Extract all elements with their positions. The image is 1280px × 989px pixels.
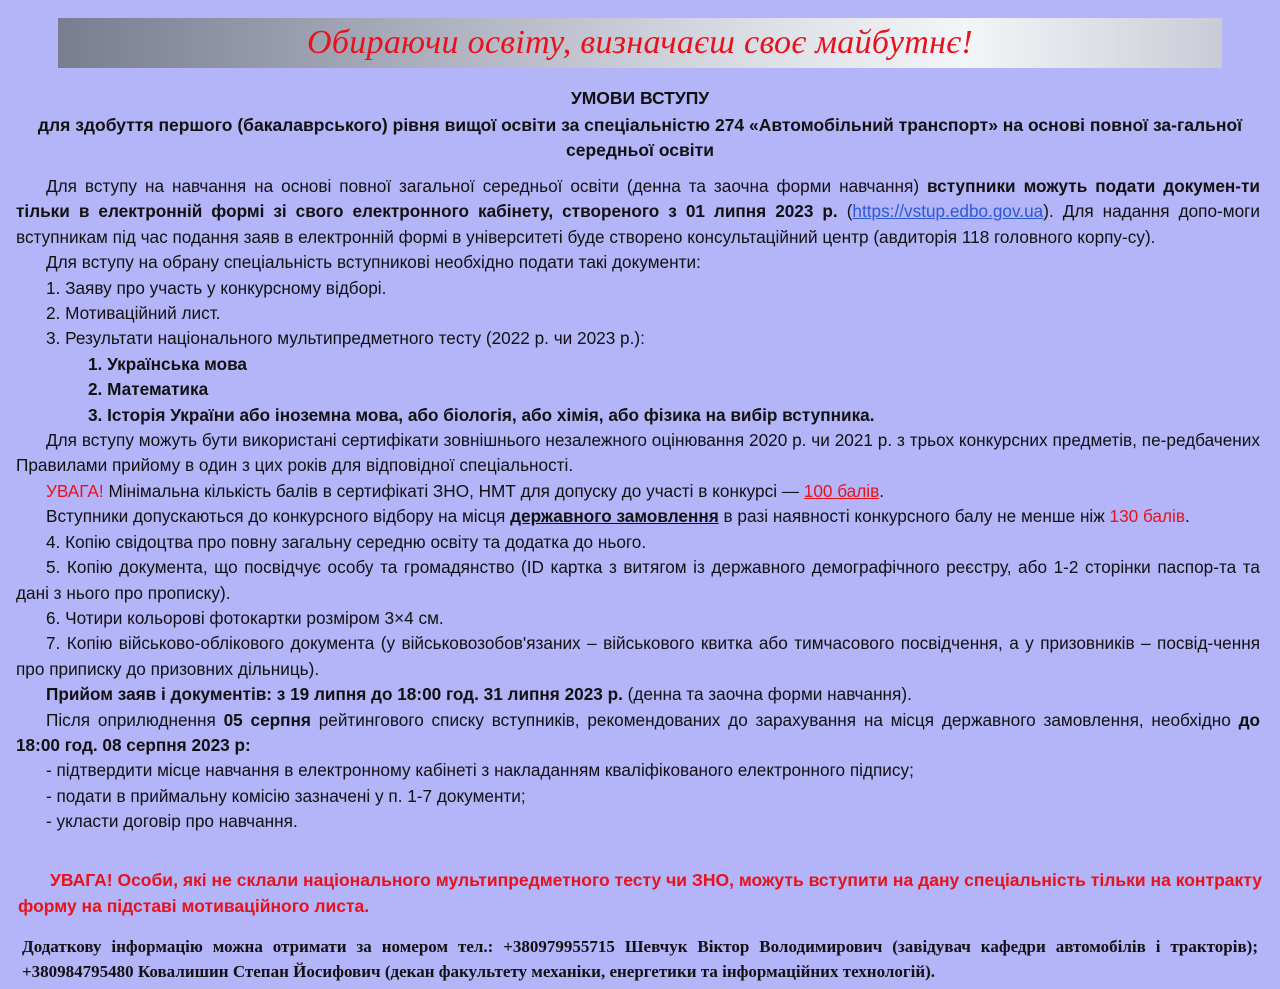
list-item: 1. Заяву про участь у конкурсному відборі. — [46, 277, 387, 298]
admission-conditions — [16, 174, 1260, 835]
list-item: 4. Копію свідоцтва про повну загальну середню освіту та додатка до нього. — [46, 531, 647, 552]
subject-item: 3. Історія України або іноземна мова, або біологія, або хімія, або фізика на вибір вступника. — [88, 404, 875, 425]
acceptance-dates: Прийом заяв і документів: з 19 липня до 18:00 год. 31 липня 2023 р. (денна та заочна форми навчання). — [46, 684, 912, 705]
state-order-score: 130 балів — [1109, 506, 1185, 527]
state-order-paragraph: Вступники допускаються до конкурсного відбору на місця державного замовлення в разі наявності конкурсного балу не менше ніж 130 балів. — [46, 506, 1190, 527]
step-item: - укласти договір про навчання. — [46, 811, 298, 832]
warning-label: УВАГА! — [46, 480, 104, 501]
page-subtitle: для здобуття першого (бакалаврського) рівня вищої освіти за спеціальністю 274 «Автомобільний транспорт» на основі повної за-гальної середньої освіти — [37, 115, 1243, 160]
list-item: 5. Копію документа, що посвідчує особу та громадянство (ID картка з витягом із державного демографічного реєстру, або 1-2 сторінки паспор-та та дані з нього про прописку). — [16, 557, 1260, 603]
list-item: 3. Результати національного мультипредметного тесту (2022 р. чи 2023 р.): — [46, 328, 645, 349]
step-item: - підтвердити місце навчання в електронному кабінеті з накладанням кваліфікованого електронного підпису; — [46, 760, 914, 781]
list-item: 2. Мотиваційний лист. — [46, 303, 221, 324]
step-item: - подати в приймальну комісію зазначені у п. 1-7 документи; — [46, 785, 526, 806]
intro-paragraph: Для вступу на навчання на основі повної загальної середньої освіти (денна та заочна форми навчання) вступники можуть подати докумен-ти тільки в електронній формі зі свого електронного кабінету, створеного з 01 липня 2023 р. (https://vstup.edbo.gov.ua). Для надання допо-моги вступникам під час подання заяв в електронній формі в університеті буде створено консультаційний центр (авдиторія 118 головного корпу-су). — [16, 176, 1261, 247]
slogan-text: Обираючи освіту, визначаєш своє майбутнє! — [307, 24, 973, 61]
documents-intro: Для вступу на обрану спеціальність вступникові необхідно подати такі документи: — [46, 252, 701, 273]
subject-item: 1. Українська мова — [88, 353, 247, 374]
after-ranking-paragraph: Після оприлюднення 05 серпня рейтингового списку вступників, рекомендованих до зарахування на місця державного замовлення, необхідно до 18:00 год. 08 серпня 2023 р: — [16, 709, 1261, 755]
certificates-paragraph: Для вступу можуть бути використані сертифікати зовнішнього незалежного оцінювання 2020 р. чи 2021 р. з трьох конкурсних предметів, пе-редбачених Правилами прийому в один з цих років для відповідної спеціальності. — [16, 430, 1260, 476]
vstup-link[interactable]: https://vstup.edbo.gov.ua — [852, 201, 1044, 222]
state-order-term: державного замовлення — [510, 506, 719, 527]
minimum-score-warning: УВАГА! Мінімальна кількість балів в сертифікаті ЗНО, НМТ для допуску до участі в конкурсі — 100 балів. — [46, 480, 884, 501]
electronic-submission-note: вступники можуть подати докумен-ти тільки в електронній формі зі свого електронного кабінету, створеного з 01 липня 2023 р. — [16, 176, 1260, 222]
list-item: 7. Копію військово-облікового документа (у військовозобов'язаних – військового квитка або тимчасового посвідчення, а у призовників – посвід-чення про приписку до призовних дільниць). — [16, 633, 1260, 679]
slogan-banner — [58, 18, 1222, 68]
subject-item: 2. Математика — [88, 379, 209, 400]
contact-info: Додаткову інформацію можна отримати за номером тел.: +380979955715 Шевчук Віктор Володимирович (завідувач кафедри автомобілів і тракторів); +380984795480 Ковалишин Степан Йосифович (декан факультету механіки, енергетики та інформаційних технологій). — [22, 937, 1258, 981]
contract-warning: УВАГА! Особи, які не склали національного мультипредметного тесту чи ЗНО, можуть вступити на дану спеціальність тільки на контракту форму на підставі мотиваційного листа. — [18, 870, 1262, 916]
list-item: 6. Чотири кольорові фотокартки розміром 3×4 см. — [46, 607, 444, 628]
page-title: УМОВИ ВСТУПУ — [570, 88, 710, 108]
minimum-score-value: 100 балів — [803, 480, 880, 501]
